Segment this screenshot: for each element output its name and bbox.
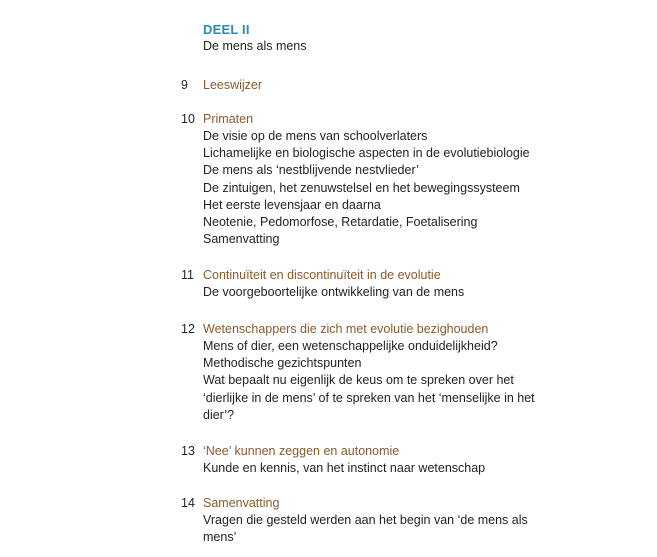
chapter-number: 12 — [181, 322, 195, 336]
toc-chapter-13 — [181, 443, 561, 477]
toc-chapter-12 — [181, 321, 561, 424]
part-label: DEEL II — [203, 22, 250, 37]
chapter-heading — [181, 111, 561, 128]
section-item: Lichamelijke en biologische aspecten in de evolutiebiologie — [203, 146, 530, 161]
chapter-heading — [181, 495, 561, 512]
section-item: Kunde en kennis, van het instinct naar wetenschap — [203, 461, 486, 475]
toc-chapter-11 — [181, 267, 561, 301]
section-item: Vragen die gesteld werden aan het begin van ‘de mens als mens’ — [203, 513, 528, 545]
section-item: De visie op de mens van schoolverlaters — [203, 129, 428, 143]
chapter-heading — [181, 443, 561, 460]
chapter-title: Samenvatting — [203, 496, 280, 510]
section-item: De voorgeboortelijke ontwikkeling van de mens — [203, 285, 465, 299]
chapter-heading — [181, 321, 561, 338]
section-item: Wat bepaalt nu eigenlijk de keus om te spreken over het ‘dierlijke in de mens’ of te spreken van het ‘menselijke in het dier’? — [203, 373, 535, 422]
toc-chapter-10 — [181, 111, 561, 248]
chapter-sections — [181, 512, 561, 546]
part-heading — [203, 21, 307, 55]
chapter-sections — [181, 128, 561, 248]
chapter-number: 10 — [181, 112, 195, 126]
chapter-title: Primaten — [203, 112, 254, 126]
toc-chapter-9 — [181, 77, 561, 94]
chapter-sections — [181, 284, 561, 301]
chapter-heading — [181, 77, 561, 94]
chapter-sections — [181, 460, 561, 477]
chapter-heading — [181, 267, 561, 284]
chapter-number: 9 — [181, 78, 188, 92]
section-item: Het eerste levensjaar en daarna — [203, 197, 381, 212]
chapter-number: 13 — [181, 444, 195, 458]
section-item: Mens of dier, een wetenschappelijke onduidelijkheid? — [203, 339, 498, 353]
section-item: Methodische gezichtspunten — [203, 356, 362, 371]
part-title: De mens als mens — [203, 39, 307, 53]
chapter-title: Wetenschappers die zich met evolutie bezighouden — [203, 322, 489, 336]
section-item: De mens als ‘nestblijvende nestvlieder’ — [203, 163, 419, 178]
section-item: Samenvatting — [203, 232, 280, 247]
section-item: De zintuigen, het zenuwstelsel en het bewegingssysteem — [203, 180, 520, 195]
chapter-title: Continuïteit en discontinuïteit in de evolutie — [203, 268, 441, 282]
chapter-sections — [181, 338, 561, 424]
toc-chapter-14 — [181, 495, 561, 546]
chapter-number: 11 — [181, 268, 194, 282]
chapter-title: ‘Nee’ kunnen zeggen en autonomie — [203, 444, 400, 458]
chapter-title: Leeswijzer — [203, 78, 263, 92]
section-item: Neotenie, Pedomorfose, Retardatie, Foetalisering — [203, 215, 478, 230]
chapter-number: 14 — [181, 496, 195, 510]
